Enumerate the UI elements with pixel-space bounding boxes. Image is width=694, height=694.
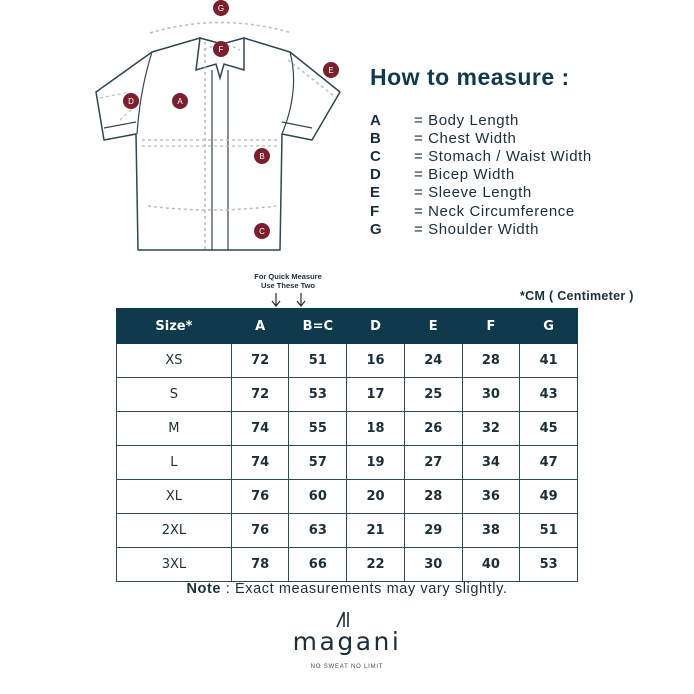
table-cell: 34	[462, 446, 520, 480]
size-cell: L	[117, 446, 232, 480]
size-cell: 3XL	[117, 548, 232, 582]
note-text: : Exact measurements may vary slightly.	[221, 581, 508, 597]
table-cell: 29	[404, 514, 462, 548]
legend-label: = Neck Circumference	[414, 202, 575, 220]
size-cell: XL	[117, 480, 232, 514]
table-cell: 49	[520, 480, 578, 514]
legend-label: = Sleeve Length	[414, 184, 532, 202]
table-cell: 76	[231, 480, 289, 514]
table-cell: 22	[347, 548, 405, 582]
svg-text:A: A	[177, 97, 183, 106]
legend-key: D	[370, 166, 382, 184]
table-cell: 60	[289, 480, 347, 514]
table-header-row	[117, 309, 578, 344]
table-cell: 47	[520, 446, 578, 480]
column-header: D	[347, 309, 405, 344]
marker-a	[172, 93, 188, 109]
table-cell: 18	[347, 412, 405, 446]
column-header: A	[231, 309, 289, 344]
marker-f	[213, 41, 229, 57]
table-cell: 41	[520, 344, 578, 378]
legend-item	[370, 129, 670, 147]
table-cell: 51	[520, 514, 578, 548]
quick-measure-hint	[246, 272, 330, 290]
svg-text:C: C	[259, 227, 265, 236]
column-header: E	[404, 309, 462, 344]
table-cell: 51	[289, 344, 347, 378]
size-cell: XS	[117, 344, 232, 378]
unit-note: *CM ( Centimeter )	[520, 289, 634, 303]
table-cell: 72	[231, 344, 289, 378]
table-row	[117, 548, 578, 582]
table-cell: 24	[404, 344, 462, 378]
size-cell: M	[117, 412, 232, 446]
table-cell: 74	[231, 412, 289, 446]
table-row	[117, 480, 578, 514]
table-cell: 32	[462, 412, 520, 446]
svg-text:E: E	[328, 66, 334, 75]
legend-label: = Stomach / Waist Width	[414, 147, 592, 165]
table-cell: 63	[289, 514, 347, 548]
legend-key: E	[370, 184, 381, 202]
table-cell: 43	[520, 378, 578, 412]
table-cell: 30	[462, 378, 520, 412]
legend-label: = Chest Width	[414, 129, 517, 147]
table-cell: 27	[404, 446, 462, 480]
table-cell: 72	[231, 378, 289, 412]
table-cell: 57	[289, 446, 347, 480]
table-cell: 26	[404, 412, 462, 446]
legend-label: = Bicep Width	[414, 166, 515, 184]
legend-item	[370, 202, 670, 220]
quick-measure-line2: Use These Two	[260, 281, 316, 290]
svg-text:F: F	[218, 45, 224, 54]
table-row	[117, 412, 578, 446]
table-row	[117, 378, 578, 412]
legend-item	[370, 184, 670, 202]
svg-text:G: G	[217, 4, 225, 13]
table-cell: 45	[520, 412, 578, 446]
legend-key: A	[370, 111, 382, 129]
table-cell: 28	[404, 480, 462, 514]
legend-label: = Body Length	[414, 111, 519, 129]
table-cell: 38	[462, 514, 520, 548]
table-cell: 53	[289, 378, 347, 412]
table-cell: 16	[347, 344, 405, 378]
marker-b	[254, 148, 270, 164]
table-cell: 40	[462, 548, 520, 582]
column-header: G	[520, 309, 578, 344]
table-cell: 74	[231, 446, 289, 480]
legend-label: = Shoulder Width	[414, 220, 540, 238]
column-header: B=C	[289, 309, 347, 344]
size-cell: S	[117, 378, 232, 412]
table-cell: 53	[520, 548, 578, 582]
table-cell: 76	[231, 514, 289, 548]
svg-text:D: D	[128, 97, 134, 106]
legend-item	[370, 166, 670, 184]
legend-item	[370, 147, 670, 165]
table-row	[117, 446, 578, 480]
shirt-measurement-diagram	[90, 0, 360, 262]
table-cell: 25	[404, 378, 462, 412]
legend-item	[370, 220, 670, 238]
legend-key: B	[370, 129, 382, 147]
table-cell: 28	[462, 344, 520, 378]
legend-key: F	[370, 202, 380, 220]
table-cell: 78	[231, 548, 289, 582]
svg-text:B: B	[259, 152, 265, 161]
table-cell: 66	[289, 548, 347, 582]
legend-key: G	[370, 220, 383, 238]
table-cell: 55	[289, 412, 347, 446]
brand-tagline: NO SWEAT NO LIMIT	[310, 664, 384, 670]
size-cell: 2XL	[117, 514, 232, 548]
disclaimer-note	[0, 581, 694, 597]
legend-item	[370, 111, 670, 129]
page-title: How to measure :	[370, 64, 570, 90]
marker-e	[323, 62, 339, 78]
note-label: Note	[186, 581, 222, 597]
legend-key: C	[370, 147, 382, 165]
brand-logo-icon	[334, 610, 358, 628]
size-chart-table	[116, 308, 578, 582]
table-cell: 36	[462, 480, 520, 514]
table-cell: 20	[347, 480, 405, 514]
table-cell: 17	[347, 378, 405, 412]
down-arrow-icon	[246, 292, 330, 308]
brand-name: magani	[292, 627, 402, 656]
table-row	[117, 344, 578, 378]
marker-g	[213, 0, 229, 16]
column-header: Size*	[117, 309, 232, 344]
quick-measure-line1: For Quick Measure	[254, 272, 322, 281]
table-cell: 19	[347, 446, 405, 480]
table-cell: 21	[347, 514, 405, 548]
marker-d	[123, 93, 139, 109]
table-row	[117, 514, 578, 548]
table-cell: 30	[404, 548, 462, 582]
measurement-legend	[370, 111, 670, 238]
column-header: F	[462, 309, 520, 344]
marker-c	[254, 223, 270, 239]
